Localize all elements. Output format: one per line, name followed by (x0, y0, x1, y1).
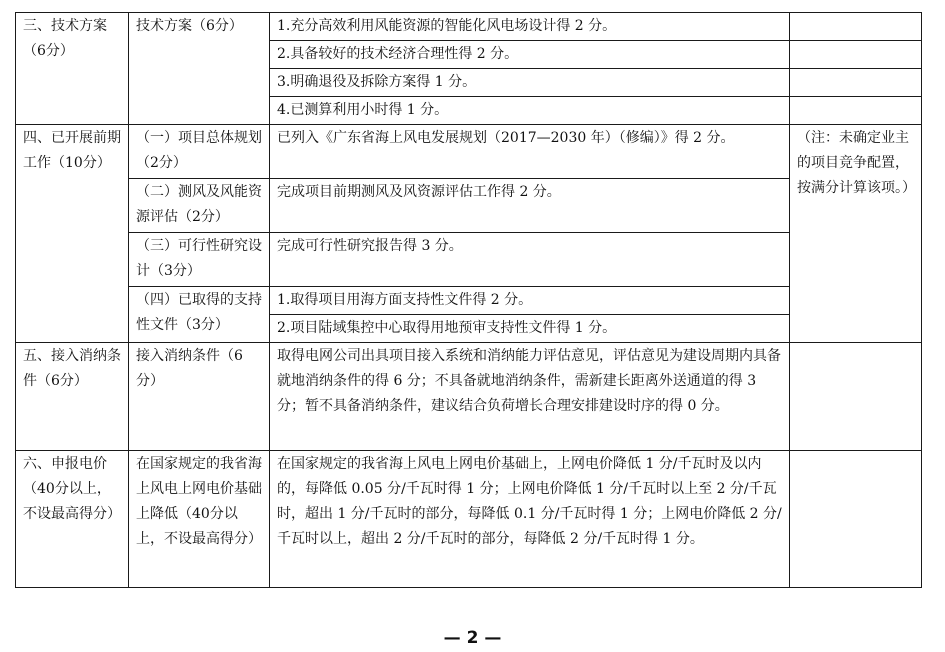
item-cell: （一）项目总体规划（2分） (129, 125, 270, 179)
note-cell-empty (790, 69, 922, 97)
item-cell: （三）可行性研究设计（3分） (129, 233, 270, 287)
table-row (16, 13, 922, 41)
note-cell-empty (790, 451, 922, 588)
criteria-cell: 1.充分高效利用风能资源的智能化风电场设计得 2 分。 (270, 13, 790, 41)
category-cell-price: 六、申报电价（40分以上，不设最高得分） (16, 451, 129, 588)
criteria-cell: 在国家规定的我省海上风电上网电价基础上，上网电价降低 1 分/千瓦时及以内的，每降低 0.05 分/千瓦时得 1 分；上网电价降低 1 分/千瓦时以上至 2 分/千瓦时，超出 1 分/千瓦时的部分，每降低 0.1 分/千瓦时得 1 分；上网电价降低 2 分/千瓦时以上，超出 2 分/千瓦时的部分，每降低 2 分/千瓦时得 1 分。 (270, 451, 790, 588)
category-cell-preliminary: 四、已开展前期工作（10分） (16, 125, 129, 343)
table-row (16, 125, 922, 179)
criteria-cell: 1.取得项目用海方面支持性文件得 2 分。 (270, 287, 790, 315)
note-cell: （注：未确定业主的项目竞争配置，按满分计算该项。） (790, 125, 922, 343)
scoring-table (15, 12, 922, 588)
category-cell-grid: 五、接入消纳条件（6分） (16, 343, 129, 451)
item-cell: 接入消纳条件（6分） (129, 343, 270, 451)
note-cell-empty (790, 97, 922, 125)
criteria-cell: 已列入《广东省海上风电发展规划（2017—2030 年）（修编）》得 2 分。 (270, 125, 790, 179)
table-row (16, 233, 922, 287)
page-number: — 2 — (443, 628, 502, 648)
criteria-cell: 2.项目陆域集控中心取得用地预审支持性文件得 1 分。 (270, 315, 790, 343)
item-cell-technical: 技术方案（6分） (129, 13, 270, 125)
table-row (16, 451, 922, 588)
note-cell-empty (790, 343, 922, 451)
table-row (16, 179, 922, 233)
item-cell: （四）已取得的支持性文件（3分） (129, 287, 270, 343)
note-cell-empty (790, 41, 922, 69)
note-cell-empty (790, 13, 922, 41)
table-row (16, 287, 922, 315)
criteria-cell: 3.明确退役及拆除方案得 1 分。 (270, 69, 790, 97)
category-cell-technical: 三、技术方案（6分） (16, 13, 129, 125)
criteria-cell: 4.已测算利用小时得 1 分。 (270, 97, 790, 125)
item-cell: （二）测风及风能资源评估（2分） (129, 179, 270, 233)
criteria-cell: 取得电网公司出具项目接入系统和消纳能力评估意见，评估意见为建设周期内具备就地消纳条件的得 6 分；不具备就地消纳条件，需新建长距离外送通道的得 3 分；暂不具备消纳条件，建议结合负荷增长合理安排建设时序的得 0 分。 (270, 343, 790, 451)
criteria-cell: 2.具备较好的技术经济合理性得 2 分。 (270, 41, 790, 69)
item-cell: 在国家规定的我省海上风电上网电价基础上降低（40分以上，不设最高得分） (129, 451, 270, 588)
criteria-cell: 完成项目前期测风及风资源评估工作得 2 分。 (270, 179, 790, 233)
criteria-cell: 完成可行性研究报告得 3 分。 (270, 233, 790, 287)
table-row (16, 343, 922, 451)
